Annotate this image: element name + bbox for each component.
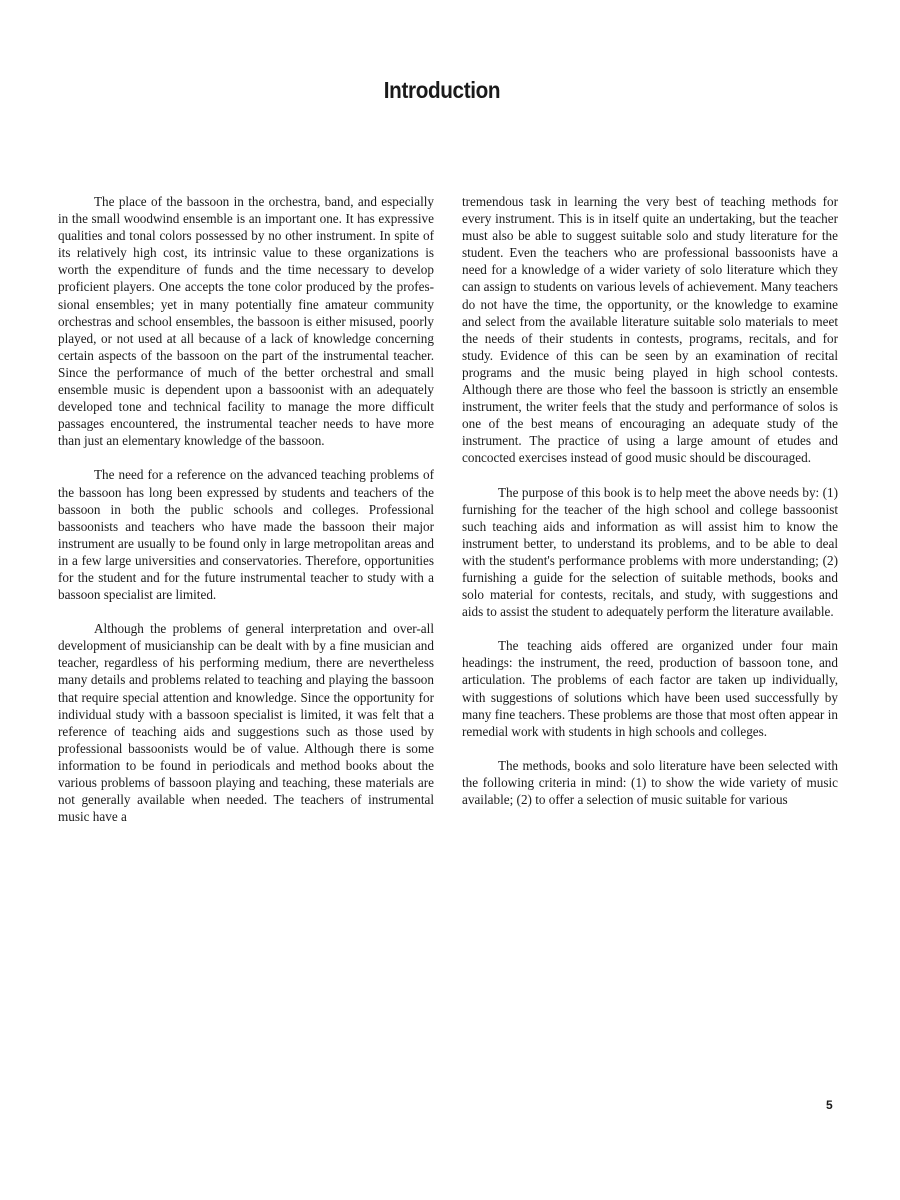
paragraph-general-interpretation: Although the problems of general interpretation and over-all development of musicianship can be dealt with by a fine musician and teacher, regardless of his performing medium, there are nevertheless many details and problems related to teaching and playing the bassoon that require special attention and knowledge. Since the opportunity for individual study with a bassoon specialist is limited, it was felt that a reference of teaching aids and suggestions such as those used by professional bassoonists would be of value. Although there is some information to be found in periodicals and method books about the various problems of bassoon playing and teaching, these materials are not generally available when needed. The teachers of instrumental music have a [58, 621, 434, 825]
paragraph-bassoon-place: The place of the bassoon in the orchestra, band, and especially in the small woodwind ensemble is an important one. It has expressive qualities and tonal colors possessed by no other instrument. In spite of its relatively high cost, its intrinsic value to these organizations is worth the expenditure of funds and the time necessary to develop proficient players. One accepts the tone color produced by the professional ensembles; yet in many potentially fine amateur community orchestras and school ensembles, the bassoon is either misused, poorly played, or not used at all because of a lack of knowledge concerning certain aspects of the bassoon on the part of the instrumental teacher. Since the performance of much of the better orchestral and small ensemble music is dependent upon a bassoonist with an adequately developed tone and technical facility to manage the more difficult passages encountered, the instrumental teacher needs to have more than just an elementary knowledge of the bassoon. [58, 194, 434, 449]
page-number: 5 [826, 1098, 833, 1112]
page-title: Introduction [383, 77, 501, 104]
paragraph-reference-need: The need for a reference on the advanced teaching problems of the bassoon has long been expressed by students and teachers of the bassoon in both the public schools and colleges. Professional bassoonists and teachers who have made the bassoon their major instrument are usually to be found only in large metropolitan areas and in a few large universities and conservatories. Therefore, opportunities for the student and for the future instrumental teacher to study with a bassoon specialist are limited. [58, 467, 434, 603]
paragraph-teaching-aids: The teaching aids offered are organized under four main headings: the instrument, the reed, production of bassoon tone, and articulation. The problems of each factor are taken up individually, with suggestions of solutions which have been used successfully by many fine teachers. These problems are those that most often appear in remedial work with students in high schools and colleges. [462, 638, 838, 739]
right-text-column [462, 193, 838, 825]
paragraph-continued-teaching-task: tremendous task in learning the very best of teaching methods for every instrument. This is in itself quite an undertaking, but the teacher must also be able to suggest suitable solo and study literature for the student. Even the teachers who are professional bassoonists have a need for a knowledge of a wider variety of solo literature which they can assign to students on various levels of achievement. Many teachers do not have the time, the opportunity, or the knowledge to examine and select from the available literature suitable solo materials to meet the needs of their students in contests, programs, recitals, and for study. Evidence of this can be seen by an examination of recital programs and the music being played in high school contests. Although there are those who feel the bassoon is strictly an ensemble instrument, the writer feels that the study and performance of solos is one of the best means of encouraging an adequate study of the instrument. The practice of using a large amount of etudes and concocted exercises instead of good music should be discouraged. [462, 194, 838, 466]
left-text-column [58, 193, 434, 842]
paragraph-book-purpose: The purpose of this book is to help meet the above needs by: (1) furnishing for the teacher of the high school and college bassoonist such teaching aids and information as will assist him to know the instrument better, to understand its problems, and to be able to deal with the student's performance problems with more understanding; (2) furnishing a guide for the selection of suitable methods, books and solo material for contests, recitals, and study, with suggestions and aids to assist the student to adequately perform the literature available. [462, 484, 838, 620]
paragraph-selection-criteria: The methods, books and solo literature have been selected with the following criteria in mind: (1) to show the wide variety of music available; (2) to offer a selection of music suitable for various [462, 757, 838, 807]
